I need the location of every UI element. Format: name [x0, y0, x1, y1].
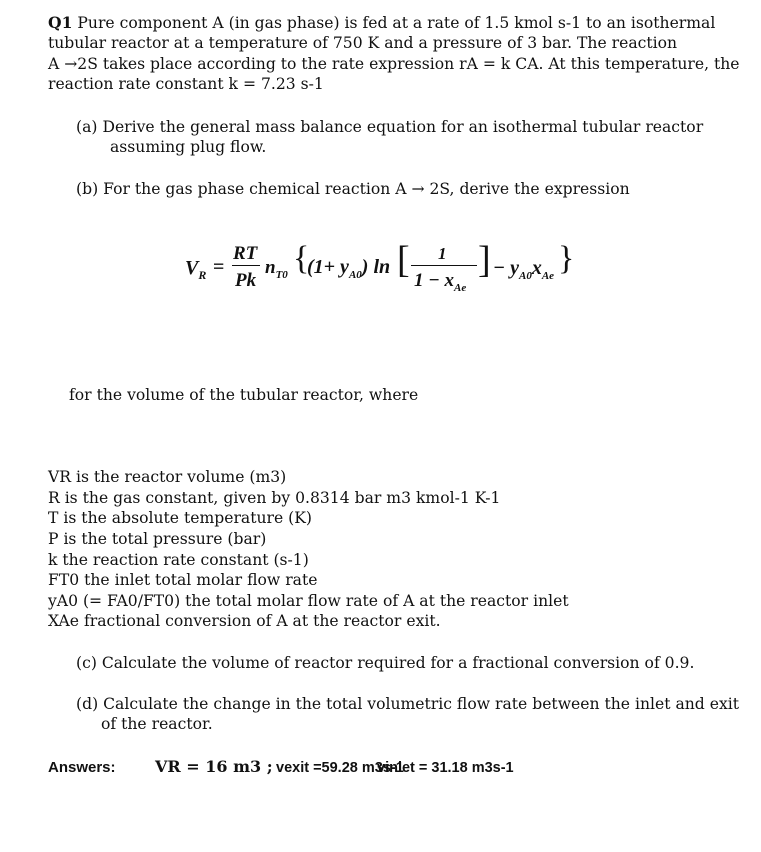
eq-n: $n_{T0}$: [265, 257, 288, 281]
part-b-label: (b): [76, 180, 99, 198]
part-a-line-1: Derive the general mass balance equation for an isothermal tubular reactor: [102, 118, 704, 136]
eq-inner-den: $1 - x_{Ae}$: [414, 270, 467, 294]
eq-right-brace: }: [558, 240, 575, 277]
definition-xae: XAe fractional conversion of A at the reactor exit.: [48, 612, 441, 630]
definition-vr: VR is the reactor volume (m3): [48, 468, 287, 486]
definition-ya0: yA0 (= FA0/FT0) the total molar flow rate of A at the reactor inlet: [48, 592, 569, 610]
answers-label: Answers:: [48, 759, 116, 776]
part-d-line-1: Calculate the change in the total volumetric flow rate between the inlet and exit: [103, 695, 740, 713]
definition-r: R is the gas constant, given by 0.8314 bar m3 kmol-1 K-1: [48, 489, 501, 507]
answer-vinlet: vinlet = 31.18 m3s-1: [377, 760, 514, 776]
question-intro-line-1: Pure component A (in gas phase) is fed at a rate of 1.5 kmol s-1 to an isothermal: [77, 14, 716, 32]
eq-term1: $(1+ y_{A0})$ ln: [307, 256, 391, 281]
part-d-label: (d): [76, 695, 99, 713]
question-label: Q1: [48, 13, 73, 32]
question-intro-line-4: reaction rate constant k = 7.23 s-1: [48, 75, 324, 93]
definition-t: T is the absolute temperature (K): [48, 509, 312, 527]
question-line-1: [48, 13, 715, 33]
part-b: [76, 179, 630, 199]
eq-inner-bar: [411, 265, 477, 266]
eq-frac-num: RT: [233, 243, 258, 264]
answer-vr: VR = 16 m3 ;: [155, 757, 273, 776]
question-intro-line-2: tubular reactor at a temperature of 750 K and a pressure of 3 bar. The reaction: [48, 34, 678, 52]
eq-right-bracket: ]: [478, 239, 491, 281]
eq-inner-num: 1: [438, 244, 447, 263]
part-b-text: For the gas phase chemical reaction A → 2S, derive the expression: [103, 180, 630, 198]
eq-frac-bar: [232, 265, 260, 266]
eq-equals: =: [213, 256, 225, 278]
eq-left-bracket: [: [397, 239, 410, 281]
after-equation-text: for the volume of the tubular reactor, where: [69, 386, 419, 404]
part-d: [76, 694, 739, 714]
eq-frac-den: Pk: [235, 270, 257, 291]
part-c: [76, 653, 694, 673]
eq-lhs: $V_R$: [185, 257, 207, 282]
definition-k: k the reaction rate constant (s-1): [48, 551, 309, 569]
part-a-line-2: assuming plug flow.: [110, 138, 267, 156]
definition-p: P is the total pressure (bar): [48, 530, 267, 548]
part-c-label: (c): [76, 654, 97, 672]
part-d-line-2: of the reactor.: [101, 715, 213, 733]
part-a: [76, 117, 703, 137]
part-a-label: (a): [76, 118, 98, 136]
eq-term2: − $y_{A0}x_{Ae}$: [493, 257, 555, 282]
eq-left-brace: {: [293, 240, 310, 277]
part-c-text: Calculate the volume of reactor required for a fractional conversion of 0.9.: [101, 654, 695, 672]
question-intro-line-3: A →2S takes place according to the rate expression rA = k CA. At this temperature, the: [48, 55, 740, 73]
answer-vexit: vexit =59.28 m3s-1: [276, 760, 404, 776]
definition-ft0: FT0 the inlet total molar flow rate: [48, 571, 318, 589]
